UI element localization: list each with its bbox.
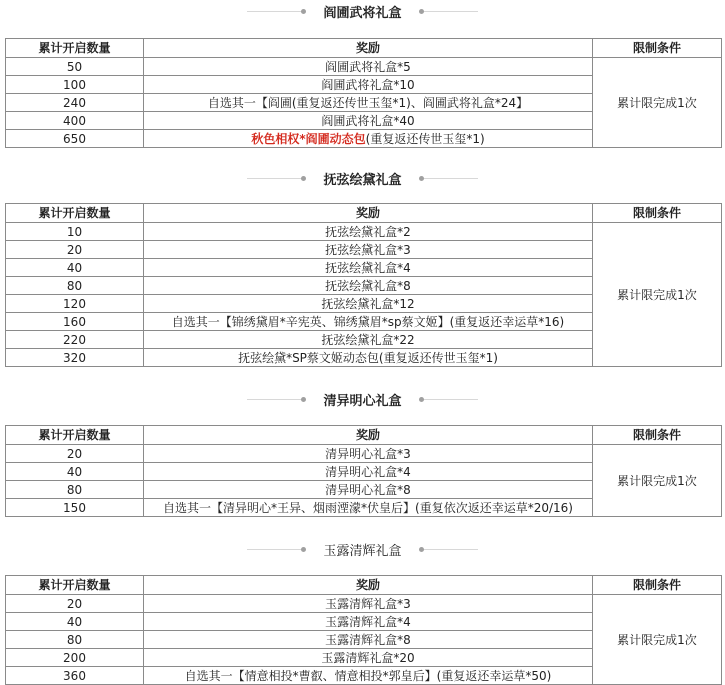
count-cell: 80 — [6, 631, 144, 649]
table-row — [6, 223, 722, 241]
table-row — [6, 58, 722, 76]
table-row — [6, 595, 722, 613]
count-cell: 100 — [6, 76, 144, 94]
reward-cell — [144, 130, 593, 148]
table-row — [6, 445, 722, 463]
table-header-row — [6, 39, 722, 58]
reward-cell: 抚弦绘黛礼盒*12 — [144, 295, 593, 313]
limit-cell: 累计限完成1次 — [593, 595, 722, 685]
reward-cell: 自选其一【阎圃(重复返还传世玉玺*1)、阎圃武将礼盒*24】 — [144, 94, 593, 112]
reward-cell: 阎圃武将礼盒*40 — [144, 112, 593, 130]
reward-cell: 抚弦绘黛礼盒*4 — [144, 259, 593, 277]
count-cell: 120 — [6, 295, 144, 313]
header-count: 累计开启数量 — [6, 576, 144, 595]
header-reward: 奖励 — [144, 576, 593, 595]
header-count: 累计开启数量 — [6, 426, 144, 445]
count-cell: 20 — [6, 445, 144, 463]
reward-note-text: (重复返还传世玉玺*1) — [365, 131, 485, 146]
header-reward: 奖励 — [144, 204, 593, 223]
section-title-2 — [0, 168, 725, 188]
count-cell: 400 — [6, 112, 144, 130]
count-cell: 220 — [6, 331, 144, 349]
section-title-text: 玉露清辉礼盒 — [323, 543, 402, 559]
reward-cell: 清异明心礼盒*4 — [144, 463, 593, 481]
table-header-row — [6, 204, 722, 223]
highlight-reward-text: 秋色相权*阎圃动态包 — [251, 131, 366, 146]
section-title-text: 抚弦绘黛礼盒 — [323, 172, 402, 188]
reward-cell: 玉露清辉礼盒*20 — [144, 649, 593, 667]
reward-table-4 — [5, 575, 722, 685]
count-cell: 40 — [6, 259, 144, 277]
reward-cell: 清异明心礼盒*8 — [144, 481, 593, 499]
reward-cell: 阎圃武将礼盒*10 — [144, 76, 593, 94]
count-cell: 20 — [6, 241, 144, 259]
count-cell: 150 — [6, 499, 144, 517]
reward-cell: 自选其一【锦绣黛眉*辛宪英、锦绣黛眉*sp蔡文姬】(重复返还幸运草*16) — [144, 313, 593, 331]
reward-cell: 抚弦绘黛礼盒*22 — [144, 331, 593, 349]
reward-cell: 抚弦绘黛礼盒*3 — [144, 241, 593, 259]
section-title-1 — [0, 1, 725, 21]
table-header-row — [6, 576, 722, 595]
count-cell: 80 — [6, 277, 144, 295]
count-cell: 160 — [6, 313, 144, 331]
limit-cell: 累计限完成1次 — [593, 445, 722, 517]
count-cell: 40 — [6, 613, 144, 631]
reward-cell: 玉露清辉礼盒*8 — [144, 631, 593, 649]
divider-dot-icon — [419, 9, 424, 14]
count-cell: 320 — [6, 349, 144, 367]
limit-cell: 累计限完成1次 — [593, 58, 722, 148]
divider-dot-icon — [419, 176, 424, 181]
count-cell: 80 — [6, 481, 144, 499]
reward-cell: 抚弦绘黛礼盒*8 — [144, 277, 593, 295]
count-cell: 20 — [6, 595, 144, 613]
reward-cell: 自选其一【清异明心*王异、烟雨湮濛*伏皇后】(重复依次返还幸运草*20/16) — [144, 499, 593, 517]
section-title-text: 清异明心礼盒 — [323, 393, 402, 409]
count-cell: 240 — [6, 94, 144, 112]
header-count: 累计开启数量 — [6, 39, 144, 58]
reward-table-3 — [5, 425, 722, 517]
header-count: 累计开启数量 — [6, 204, 144, 223]
reward-cell: 玉露清辉礼盒*3 — [144, 595, 593, 613]
divider-dot-icon — [419, 397, 424, 402]
divider-dot-icon — [419, 547, 424, 552]
section-title-3 — [0, 389, 725, 409]
reward-cell: 清异明心礼盒*3 — [144, 445, 593, 463]
table-header-row — [6, 426, 722, 445]
header-limit: 限制条件 — [593, 426, 722, 445]
header-limit: 限制条件 — [593, 39, 722, 58]
reward-cell: 抚弦绘黛礼盒*2 — [144, 223, 593, 241]
reward-table-2 — [5, 203, 722, 367]
count-cell: 200 — [6, 649, 144, 667]
count-cell: 650 — [6, 130, 144, 148]
header-reward: 奖励 — [144, 39, 593, 58]
header-reward: 奖励 — [144, 426, 593, 445]
reward-cell: 抚弦绘黛*SP蔡文姬动态包(重复返还传世玉玺*1) — [144, 349, 593, 367]
count-cell: 50 — [6, 58, 144, 76]
section-title-text: 阎圃武将礼盒 — [323, 5, 402, 21]
count-cell: 10 — [6, 223, 144, 241]
limit-cell: 累计限完成1次 — [593, 223, 722, 367]
reward-cell: 自选其一【情意相投*曹叡、情意相投*郭皇后】(重复返还幸运草*50) — [144, 667, 593, 685]
section-title-4 — [0, 539, 725, 559]
count-cell: 40 — [6, 463, 144, 481]
reward-cell: 阎圃武将礼盒*5 — [144, 58, 593, 76]
header-limit: 限制条件 — [593, 576, 722, 595]
count-cell: 360 — [6, 667, 144, 685]
header-limit: 限制条件 — [593, 204, 722, 223]
reward-table-1 — [5, 38, 722, 148]
reward-cell: 玉露清辉礼盒*4 — [144, 613, 593, 631]
